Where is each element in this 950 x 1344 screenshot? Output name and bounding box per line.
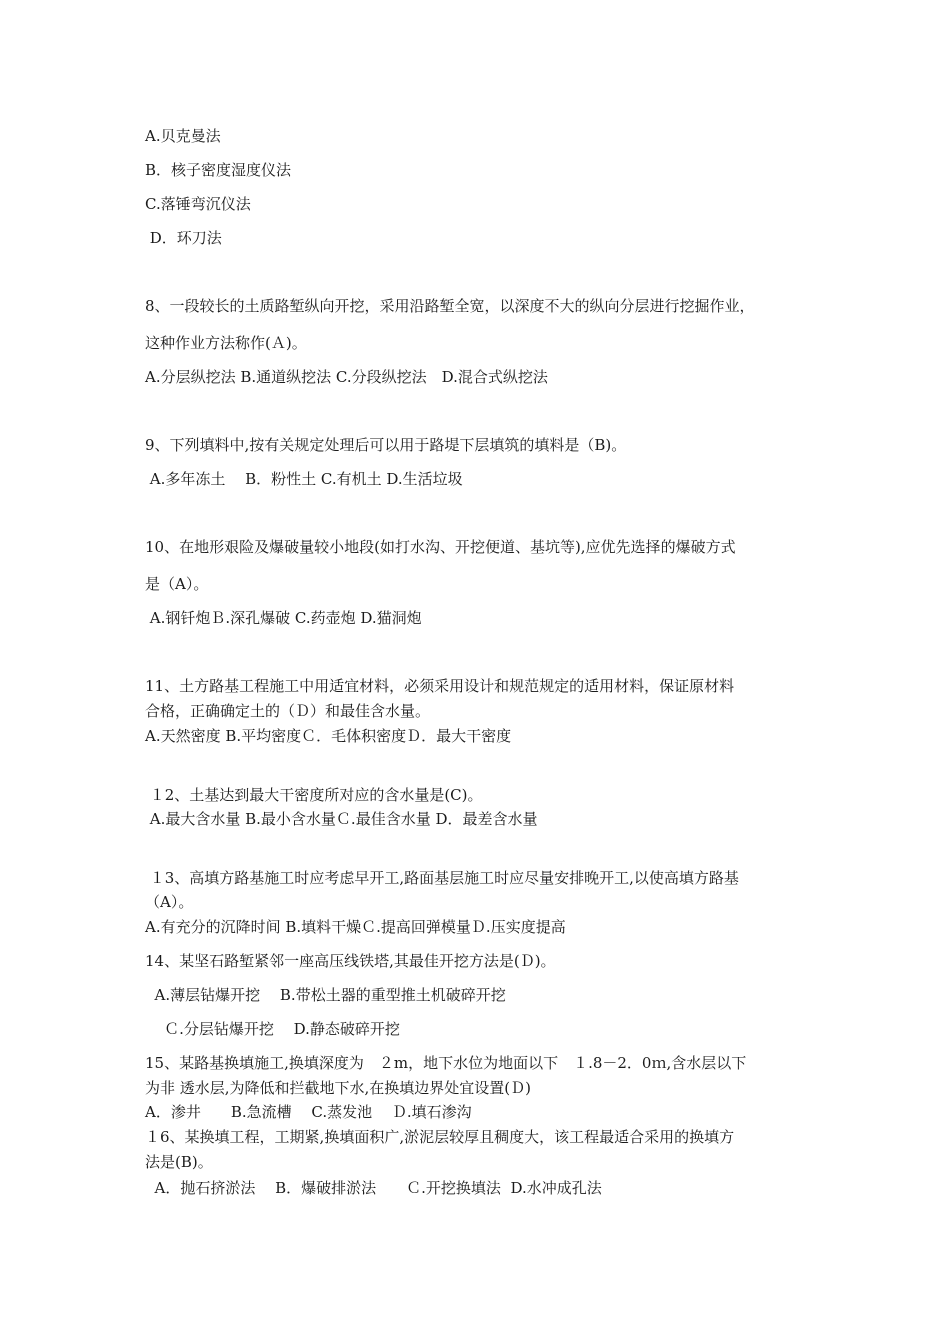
q8-stem-line-2: 这种作业方法称作(Ａ)。 bbox=[145, 334, 307, 352]
q9-options: A.多年冻土 B．粉性土 C.有机土 D.生活垃圾 bbox=[145, 470, 463, 488]
q16-stem-line-2: 法是(B)。 bbox=[145, 1153, 213, 1171]
q11-stem-line-1: 11、土方路基工程施工中用适宜材料，必须采用设计和规范规定的适用材料，保证原材料 bbox=[145, 677, 735, 695]
q14-options-line-2: Ｃ.分层钻爆开挖 D.静态破碎开挖 bbox=[145, 1020, 400, 1038]
q15-stem-line-2: 为非 透水层,为降低和拦截地下水,在换填边界处宜设置(Ｄ) bbox=[145, 1079, 532, 1097]
q10-options: A.钢钎炮Ｂ.深孔爆破 C.药壶炮 D.猫洞炮 bbox=[145, 609, 422, 627]
q13-stem-line-2: （A）。 bbox=[145, 893, 194, 911]
q7-option-d: D．环刀法 bbox=[145, 229, 222, 247]
q8-options: A.分层纵挖法 B.通道纵挖法 C.分段纵挖法 D.混合式纵挖法 bbox=[145, 368, 548, 386]
q11-stem-line-2: 合格，正确确定土的（Ｄ）和最佳含水量。 bbox=[145, 702, 431, 720]
q7-option-b: B．核子密度湿度仪法 bbox=[145, 161, 292, 179]
q12-stem: １2、土基达到最大干密度所对应的含水量是(C)。 bbox=[145, 786, 483, 804]
q10-stem-line-1: 10、在地形艰险及爆破量较小地段(如打水沟、开挖便道、基坑等),应优先选择的爆破方式 bbox=[145, 538, 736, 556]
q10-stem-line-2: 是（A）。 bbox=[145, 575, 209, 593]
q14-stem: 14、某坚石路堑紧邻一座高压线铁塔,其最佳开挖方法是(Ｄ)。 bbox=[145, 952, 556, 970]
q12-options: A.最大含水量 B.最小含水量Ｃ.最佳含水量 D．最差含水量 bbox=[145, 810, 538, 828]
q13-options: A.有充分的沉降时间 B.填料干燥Ｃ.提高回弹模量Ｄ.压实度提高 bbox=[145, 918, 566, 936]
q16-stem-line-1: １6、某换填工程，工期紧,换填面积广,淤泥层较厚且稠度大，该工程最适合采用的换填方 bbox=[145, 1128, 735, 1146]
q11-options: A.天然密度 B.平均密度Ｃ．毛体积密度Ｄ．最大干密度 bbox=[145, 727, 512, 745]
q7-option-c: C.落锤弯沉仪法 bbox=[145, 195, 251, 213]
q9-stem: 9、下列填料中,按有关规定处理后可以用于路堤下层填筑的填料是（B)。 bbox=[145, 436, 627, 454]
q7-option-a: A.贝克曼法 bbox=[145, 127, 221, 145]
q16-options: A．抛石挤淤法 B．爆破排淤法 Ｃ.开挖换填法 D.水冲成孔法 bbox=[145, 1179, 602, 1197]
q14-options-line-1: A.薄层钻爆开挖 B.带松土器的重型推土机破碎开挖 bbox=[145, 986, 506, 1004]
q15-stem-line-1: 15、某路基换填施工,换填深度为 ２m，地下水位为地面以下 １.8－2．0ｍ,含水层以下 bbox=[145, 1054, 747, 1072]
q13-stem-line-1: １3、高填方路基施工时应考虑早开工,路面基层施工时应尽量安排晚开工,以使高填方路基 bbox=[145, 869, 739, 887]
q15-options: A．渗井 B.急流槽 C.蒸发池 Ｄ.填石渗沟 bbox=[145, 1103, 472, 1121]
q8-stem-line-1: 8、一段较长的土质路堑纵向开挖，采用沿路堑全宽，以深度不大的纵向分层进行挖掘作业， bbox=[145, 297, 755, 315]
